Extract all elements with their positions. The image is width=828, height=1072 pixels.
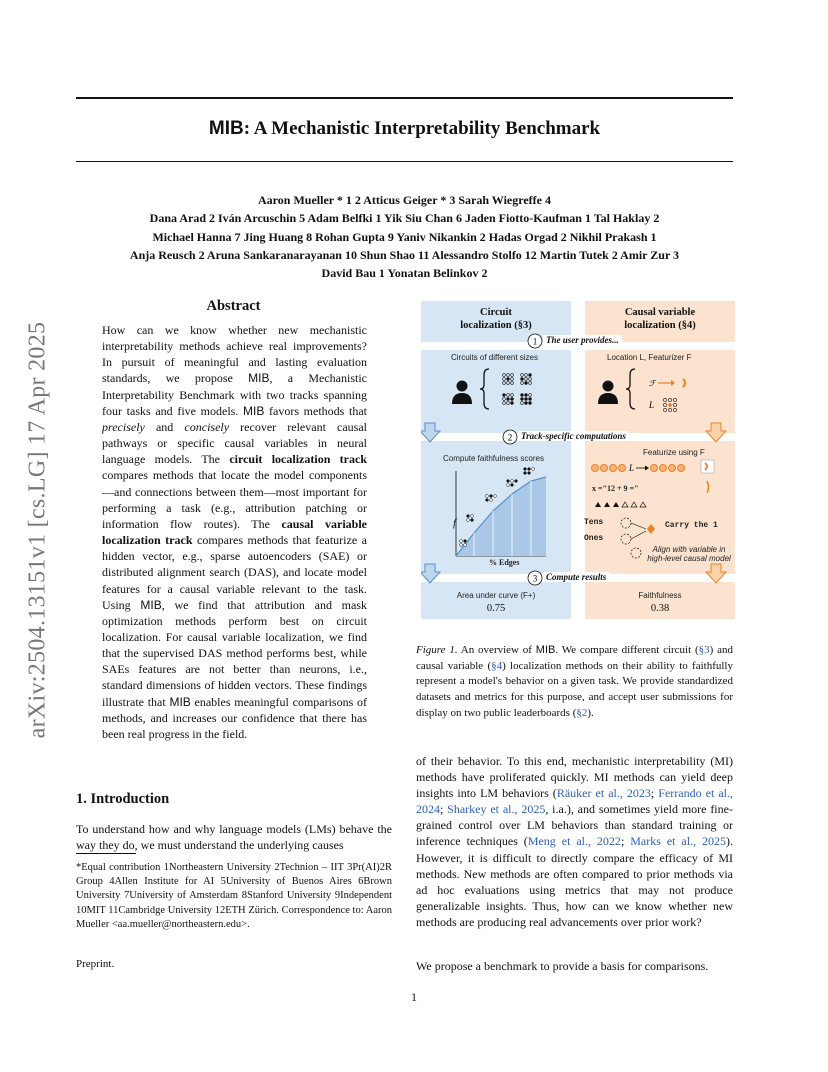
citation-link[interactable]: Räuker et al., 2023 bbox=[556, 786, 651, 801]
faithfulness-scores-label: Compute faithfulness scores bbox=[443, 454, 544, 463]
title-top-rule bbox=[76, 97, 733, 99]
location-featurizer-label: Location L, Featurizer F bbox=[607, 353, 692, 362]
author-line: Michael Hanna 7 Jing Huang 8 Rohan Gupta 9 Yaniv Nikankin 2 Hadas Orgad 2 Nikhil Prakash 1 bbox=[152, 229, 657, 244]
arxiv-sidebar bbox=[18, 280, 58, 780]
citation-link[interactable]: Sharkey et al., 2025 bbox=[447, 802, 546, 817]
svg-text:L: L bbox=[649, 400, 655, 410]
title-bottom-rule bbox=[76, 161, 733, 162]
auc-value: 0.75 bbox=[486, 603, 506, 614]
align-label: Align with variable in high-level causal model bbox=[647, 545, 731, 563]
citation-link[interactable]: Meng et al., 2022 bbox=[527, 834, 621, 849]
title-rest: : A Mechanistic Interpretability Benchmark bbox=[243, 118, 601, 139]
footnote-rule bbox=[76, 853, 136, 854]
carry-label: Carry the 1 bbox=[665, 521, 718, 530]
svg-text:2: 2 bbox=[507, 432, 513, 443]
svg-text:3: 3 bbox=[532, 573, 538, 584]
step-3-label: Compute results bbox=[543, 572, 609, 582]
page-number: 1 bbox=[411, 990, 417, 1004]
edges-axis-label: % Edges bbox=[489, 558, 520, 567]
circuits-label: Circuits of different sizes bbox=[451, 353, 538, 362]
svg-text:L: L bbox=[629, 463, 635, 473]
citation-link[interactable]: Ferrando et al., 2024 bbox=[416, 786, 733, 817]
step-1-label: The user provides... bbox=[543, 335, 622, 345]
figure-1 bbox=[421, 301, 735, 619]
section-heading-introduction: 1. Introduction bbox=[76, 791, 170, 807]
faithfulness-label: Faithfulness bbox=[638, 591, 682, 600]
figure-caption: Figure 1. An overview of MIB. We compare different circuit (§3) and causal variable (§4) localization methods on their ability to faithfully represent a model's behavior on a given task. We provide standardized datasets and metrics for this purpose, and accept user submissions for display on two public leaderboards (§2). bbox=[416, 644, 733, 719]
auc-label: Area under curve (F+) bbox=[456, 591, 536, 600]
ones-label: Ones bbox=[584, 534, 604, 543]
right-column-paragraph: of their behavior. To this end, mechanistic interpretability (MI) methods have proliferated quickly. MI methods can yield deep insights into LM behaviors (Räuker et al., 2023; Ferrando et al., 2024; Sharkey et al., 2025, i.a.), and sometimes yield more fine-grained control over LM behaviors than standard training or inference techniques (Meng et al., 2022; Marks et al., 2025). However, it is difficult to directly compare the efficacy of MI methods. New methods are often compared to prior methods via ad hoc evaluations using metrics that may not produce generalizable insights. Thus, how can we know whether new methods are producing real advancements over prior work? bbox=[416, 754, 733, 929]
author-line: Dana Arad 2 Iván Arcuschin 5 Adam Belfki 1 Yik Siu Chan 6 Jaden Fiotto-Kaufman 1 Tal Haklay 2 bbox=[149, 211, 660, 226]
circuit-track-header: Circuit localization (§3) bbox=[460, 307, 532, 331]
preprint-note: Preprint. bbox=[76, 958, 115, 970]
faithfulness-value: 0.38 bbox=[650, 603, 670, 614]
intro-paragraph: To understand how and why language models (LMs) behave the way they do, we must understand the underlying causes bbox=[76, 822, 392, 853]
citation-link[interactable]: Marks et al., 2025 bbox=[630, 834, 726, 849]
paper-title bbox=[76, 118, 733, 140]
arxiv-identifier: arXiv:2504.13151v1 [cs.LG] 17 Apr 2025 bbox=[24, 321, 51, 739]
f-axis-label: f bbox=[453, 517, 457, 529]
author-line: David Bau 1 Yonatan Belinkov 2 bbox=[321, 266, 488, 281]
author-list bbox=[76, 191, 733, 282]
footnote: *Equal contribution 1Northeastern University 2Technion – IIT 3Pr(AI)2R Group 4Allen Institute for AI 5University of Buenos Aires 6Brown University 7University of Amsterdam 8Stanford University 9Independent 10MIT 11Cambridge University 12ETH Zürich. Correspondence to: Aaron Mueller <aa.mueller@northeastern.edu>. bbox=[76, 862, 392, 930]
tens-label: Tens bbox=[584, 518, 604, 527]
title-mib: MIB bbox=[208, 118, 244, 139]
featurize-label: Featurize using F bbox=[643, 448, 705, 457]
right-column-paragraph-2: We propose a benchmark to provide a basis for comparisons. bbox=[416, 959, 709, 973]
equation-label: x ="12 + 9 =" bbox=[592, 484, 639, 493]
author-line: Anja Reusch 2 Aruna Sankaranarayanan 10 Shun Shao 11 Alessandro Stolfo 12 Martin Tutek 2 Amir Zur 3 bbox=[129, 247, 680, 262]
svg-text:1: 1 bbox=[532, 336, 538, 347]
author-line: Aaron Mueller * 1 2 Atticus Geiger * 3 Sarah Wiegreffe 4 bbox=[258, 193, 551, 207]
abstract-heading: Abstract bbox=[206, 298, 261, 314]
abstract-text: How can we know whether new mechanistic interpretability methods achieve real improvements? In pursuit of meaningful and lasting evaluation standards, we propose MIB, a Mechanistic Interpretability Benchmark with two tracks spanning four tasks and five models. MIB favors methods that precisely and concisely recover relevant causal pathways or specific causal variables in neural language models. The circuit localization track compares methods that locate the model components—and connections between them—most important for performing a task (e.g., attribution patching or information flow routes). The causal variable localization track compares methods that featurize a hidden vector, e.g., sparse autoencoders (SAE) or distributed alignment search (DAS), and locate model features for a causal variable relevant to the task. Using MIB, we find that attribution and mask optimization methods perform best on circuit localization. For causal variable localization, we find that the supervised DAS method performs best, while SAEs features are not better than neurons, i.e., standard dimensions of hidden vectors. These findings illustrate that MIB enables meaningful comparisons of methods, and increases our confidence that there has been real progress in the field. bbox=[102, 323, 367, 741]
causal-track-header: Causal variable localization (§4) bbox=[624, 307, 696, 331]
step-2-label: Track-specific computations bbox=[518, 431, 629, 441]
svg-text:ℱ: ℱ bbox=[649, 379, 656, 388]
